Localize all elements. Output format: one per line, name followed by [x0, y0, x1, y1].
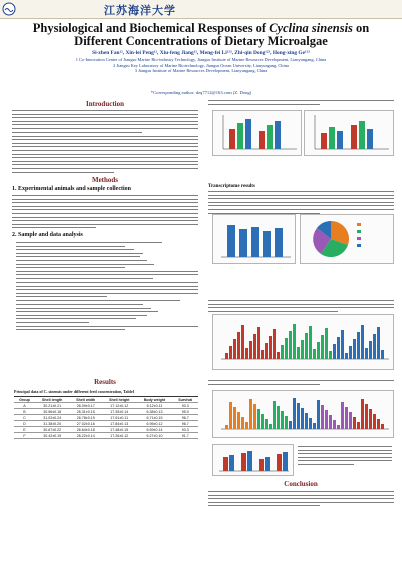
bar — [353, 339, 356, 359]
table-header-cell: Shell width — [69, 397, 102, 403]
sample-analysis-heading: 2. Sample and data analysis — [12, 232, 83, 238]
transcriptome-text — [208, 191, 394, 216]
bar — [293, 324, 296, 359]
table-cell: 27.02±0.16 — [69, 421, 102, 427]
bar — [305, 333, 308, 359]
table-header-cell: Shell length — [35, 397, 70, 403]
table-cell: 6.38±0.13 — [137, 409, 173, 415]
bar — [269, 424, 272, 429]
bar — [265, 457, 270, 471]
figure-enzyme-chart — [304, 110, 394, 156]
bar — [225, 353, 228, 359]
bar — [269, 336, 272, 359]
bar — [365, 348, 368, 359]
table-title: Principal data of C. sinensis under different feed concentration, Table1 — [14, 389, 135, 394]
bar — [229, 402, 232, 429]
bar — [351, 125, 357, 149]
table-cell: 17.61±0.11 — [102, 415, 137, 421]
table-cell: 91.7 — [172, 433, 198, 439]
bar — [341, 402, 344, 429]
deg-text — [208, 300, 394, 314]
bar — [305, 413, 308, 429]
title-species: Cyclina sinensis — [269, 21, 353, 35]
table-cell: 26.22±0.14 — [69, 433, 102, 439]
bar — [345, 407, 348, 429]
bar — [277, 454, 282, 471]
bar — [249, 399, 252, 429]
introduction-text — [12, 110, 198, 175]
bar — [275, 121, 281, 149]
bar — [367, 129, 373, 149]
bar — [357, 422, 360, 429]
bar — [281, 345, 284, 359]
table-cell: 31.02±0.24 — [35, 415, 70, 421]
bar — [333, 420, 336, 429]
bar — [349, 346, 352, 359]
bar — [241, 453, 246, 471]
bar — [325, 328, 328, 359]
table-cell: 93.3 — [172, 403, 198, 409]
bar — [297, 403, 300, 429]
bar — [369, 409, 372, 429]
bar — [281, 411, 284, 429]
bar — [321, 133, 327, 149]
bar — [329, 415, 332, 429]
bar — [261, 350, 264, 359]
bar — [273, 329, 276, 359]
bar — [275, 228, 283, 257]
bar — [223, 457, 228, 471]
bar — [251, 227, 259, 257]
bar — [247, 451, 252, 471]
table-header-cell: Shell height — [102, 397, 137, 403]
bar — [241, 325, 244, 359]
table-cell: D — [14, 421, 35, 427]
bar — [321, 335, 324, 359]
bar — [365, 404, 368, 429]
bar — [309, 326, 312, 359]
table-cell: A — [14, 403, 35, 409]
table-cell: 30.42±0.19 — [35, 433, 70, 439]
enzyme-bar-chart — [305, 111, 393, 155]
affiliation-1: 1 Co-Innovation Center of Jiangsu Marine Bio-industry Technology, Jiangsu Institute of Marine Resources Development, Lianyungang, China — [75, 57, 327, 62]
table-cell: 30.21±0.21 — [35, 403, 70, 409]
bar — [239, 229, 247, 257]
bar — [301, 408, 304, 429]
bar — [361, 399, 364, 429]
bar — [369, 341, 372, 359]
table-cell: 6.95±0.12 — [137, 421, 173, 427]
figure-pie-chart — [300, 214, 394, 264]
bar — [361, 325, 364, 359]
bar — [329, 351, 332, 359]
bar — [297, 347, 300, 359]
go-bar-group — [225, 324, 384, 359]
bar — [381, 424, 384, 429]
experimental-animals-heading: 1. Experimental animals and sample collection — [12, 186, 131, 192]
kegg-bar-group — [225, 398, 384, 429]
bar — [225, 425, 228, 429]
title-line2: Different Concentrations of Dietary Microalgae — [74, 34, 328, 48]
poster-title — [10, 22, 392, 48]
bar — [349, 412, 352, 429]
bar — [233, 339, 236, 359]
table-cell: 30.87±0.22 — [35, 427, 70, 433]
bar — [285, 338, 288, 359]
bar — [233, 407, 236, 429]
bar — [265, 419, 268, 429]
results-heading: Results — [94, 378, 116, 386]
table-header-cell: Body weight — [137, 397, 173, 403]
table-body — [14, 403, 198, 439]
figure-mapping-chart — [212, 214, 296, 264]
table-cell: 6.12±0.11 — [137, 403, 173, 409]
table-cell: C — [14, 415, 35, 421]
bar — [317, 342, 320, 359]
bar — [245, 119, 251, 149]
conclusion-heading: Conclusion — [284, 480, 318, 488]
bar — [373, 334, 376, 359]
bar — [353, 417, 356, 429]
bar — [285, 416, 288, 429]
table-cell: 6.71±0.15 — [137, 415, 173, 421]
bar — [373, 414, 376, 429]
data-table — [14, 396, 198, 439]
table-cell: 6.27±0.10 — [137, 433, 173, 439]
annotation-pie-chart — [301, 215, 393, 263]
title-line1: Physiological and Biochemical Responses of — [32, 21, 267, 35]
bar — [301, 340, 304, 359]
affiliation-2: 2 Jiangsu Key Laboratory of Marine Biotechnology, Jiangsu Ocean University, Lianyungang, China — [113, 62, 289, 68]
mapping-chart — [213, 215, 295, 263]
bar — [257, 409, 260, 429]
bar — [333, 344, 336, 359]
table-cell: 17.35±0.14 — [102, 409, 137, 415]
table-cell: 6.59±0.14 — [137, 427, 173, 433]
university-name: 江苏海洋大学 — [104, 4, 176, 17]
bar — [337, 425, 340, 429]
table-cell: 17.84±0.13 — [102, 421, 137, 427]
table-cell: 95.0 — [172, 409, 198, 415]
bar — [237, 412, 240, 429]
bar — [259, 131, 265, 149]
table-cell: 26.64±0.18 — [69, 427, 102, 433]
figure-qpcr-chart — [212, 444, 294, 476]
analysis-list — [16, 242, 198, 333]
university-banner — [0, 0, 402, 19]
bar — [317, 400, 320, 429]
bar — [265, 343, 268, 359]
author-list: Si-zhen Fan¹², Xin-lei Peng¹², Xiu-feng Jiang¹², Meng-fei Li¹²³, Zhi-qin Dong¹²³, Hong-xing Ge¹²³ — [92, 50, 310, 56]
bar — [229, 455, 234, 471]
figure-kegg-chart — [212, 390, 394, 438]
bar — [229, 129, 235, 149]
table-cell: 93.3 — [172, 427, 198, 433]
university-logo-icon — [2, 2, 16, 16]
introduction-heading: Introduction — [86, 100, 124, 108]
bar — [259, 459, 264, 471]
bar — [377, 327, 380, 359]
bar — [345, 353, 348, 359]
table-cell: 26.78±0.19 — [69, 415, 102, 421]
transcriptome-heading: Transcriptome results — [208, 184, 255, 189]
qpcr-chart — [213, 445, 293, 475]
bar — [377, 419, 380, 429]
bar — [337, 131, 343, 149]
bar — [257, 327, 260, 359]
figure-growth-chart — [212, 110, 302, 156]
table-cell: 17.26±0.12 — [102, 433, 137, 439]
bar — [289, 421, 292, 429]
bar — [357, 332, 360, 359]
table-row — [14, 433, 198, 439]
table-cell: 31.38±0.20 — [35, 421, 70, 427]
table-cell: 96.7 — [172, 415, 198, 421]
bar — [253, 334, 256, 359]
title-line1-suffix: on — [356, 21, 370, 35]
table-cell: B — [14, 409, 35, 415]
bar — [261, 414, 264, 429]
bar — [325, 410, 328, 429]
bar — [341, 330, 344, 359]
table-header-cell: Group — [14, 397, 35, 403]
bar — [313, 423, 316, 429]
bar — [381, 350, 384, 359]
bar — [237, 123, 243, 149]
table-cell: 26.09±0.17 — [69, 403, 102, 409]
bar — [359, 121, 365, 149]
qpcr-text — [298, 446, 392, 468]
results-intro-text — [208, 100, 394, 107]
bar — [227, 225, 235, 257]
bar — [253, 404, 256, 429]
bar — [293, 398, 296, 429]
table-cell: 17.12±0.12 — [102, 403, 137, 409]
table-cell: 30.56±0.18 — [35, 409, 70, 415]
methods-text — [12, 195, 198, 231]
bar — [309, 418, 312, 429]
affiliation-3: 3 Jiangsu Institute of Marine Resources Development, Lianyungang, China — [134, 68, 268, 74]
table-cell: E — [14, 427, 35, 433]
bar — [329, 127, 335, 149]
figure-go-enrichment — [212, 314, 394, 370]
bar — [283, 452, 288, 471]
affiliations — [10, 57, 392, 74]
methods-heading: Methods — [91, 176, 119, 184]
bar — [277, 406, 280, 429]
bar — [245, 348, 248, 359]
kegg-bar-chart — [213, 391, 393, 437]
bar — [313, 349, 316, 359]
table-cell: F — [14, 433, 35, 439]
bar — [273, 401, 276, 429]
table-cell: 17.48±0.15 — [102, 427, 137, 433]
bar — [321, 405, 324, 429]
table-cell: 96.7 — [172, 421, 198, 427]
bar — [277, 352, 280, 359]
bar — [267, 125, 273, 149]
bar — [229, 346, 232, 359]
bar — [263, 231, 271, 257]
bar — [245, 422, 248, 429]
go-enrichment-chart — [213, 315, 393, 369]
bar — [249, 341, 252, 359]
kegg-text — [208, 380, 394, 387]
corresponding-author: *Corresponding author: dzq7712@163.com (Z. Dong) — [150, 90, 252, 95]
bar — [289, 331, 292, 359]
bar — [337, 337, 340, 359]
growth-bar-chart — [213, 111, 301, 155]
conclusion-text — [208, 491, 394, 509]
bar — [241, 417, 244, 429]
bar — [237, 332, 240, 359]
table-header-cell: Survival — [172, 397, 198, 403]
table-cell: 26.31±0.15 — [69, 409, 102, 415]
